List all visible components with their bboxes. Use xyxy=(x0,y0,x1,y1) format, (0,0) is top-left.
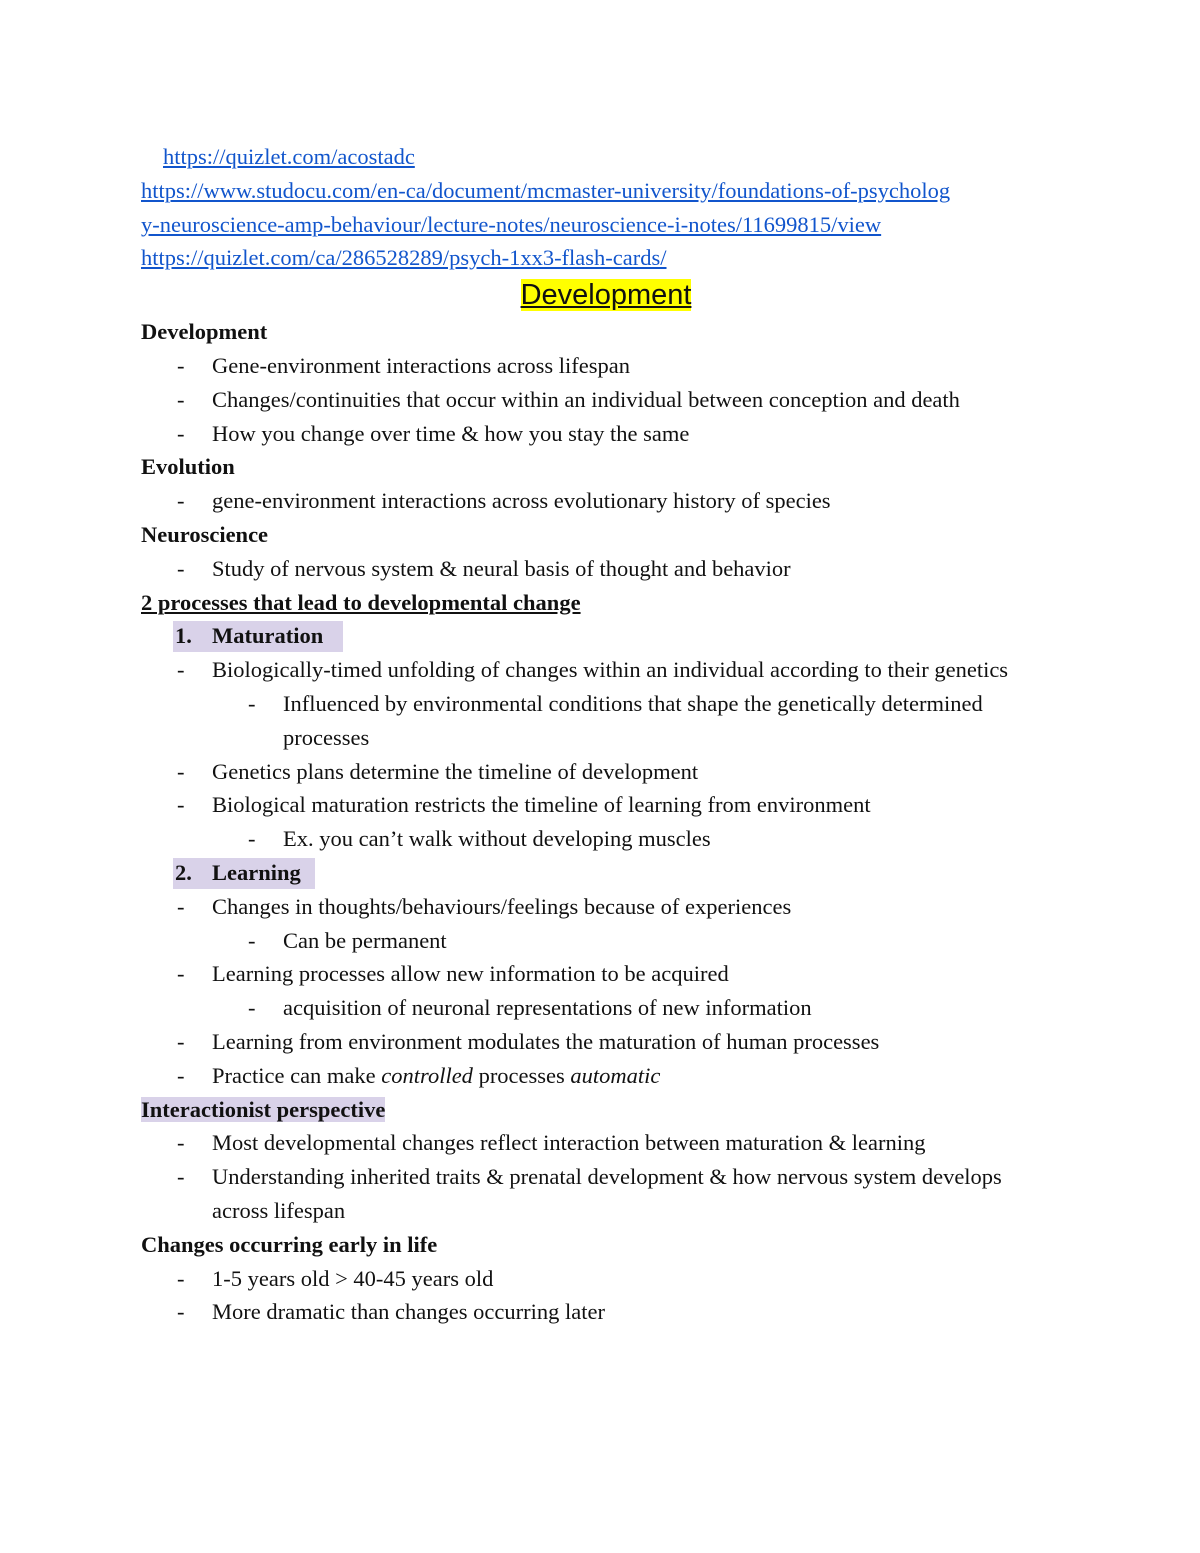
section-heading-processes: 2 processes that lead to developmental change xyxy=(141,589,581,615)
list-item: - Learning processes allow new information to be acquired xyxy=(141,957,1071,991)
section-heading-evolution: Evolution xyxy=(141,454,235,480)
list-item: - Understanding inherited traits & prenatal development & how nervous system develops across lifespan xyxy=(141,1160,1042,1228)
link-quizlet-flash-cards[interactable]: https://quizlet.com/ca/286528289/psych-1xx3-flash-cards/ xyxy=(141,245,667,271)
list-item: - Biological maturation restricts the timeline of learning from environment xyxy=(141,788,1071,822)
list-item: - Genetics plans determine the timeline of development xyxy=(141,755,1071,789)
list-item: - Biologically-timed unfolding of changes within an individual according to their genetics xyxy=(141,653,1042,687)
list-item: - 1-5 years old > 40-45 years old xyxy=(141,1262,1071,1296)
section-heading-early-changes: Changes occurring early in life xyxy=(141,1231,438,1257)
list-item: - Gene-environment interactions across lifespan xyxy=(141,349,1071,383)
title-row xyxy=(141,275,1071,315)
list-item: - Changes in thoughts/behaviours/feelings because of experiences xyxy=(141,890,1071,924)
link-studocu-line-1[interactable]: https://www.studocu.com/en-ca/document/mcmaster-university/foundations-of-psycholog xyxy=(141,177,951,203)
sub-list-item: - Can be permanent xyxy=(141,924,1071,958)
section-heading-interactionist: Interactionist perspective xyxy=(141,1096,386,1122)
list-item: - How you change over time & how you stay the same xyxy=(141,417,1071,451)
list-item: - gene-environment interactions across evolutionary history of species xyxy=(141,484,1071,518)
list-item: - More dramatic than changes occurring later xyxy=(141,1295,1071,1329)
sub-list-item: - Influenced by environmental conditions that shape the genetically determined processes xyxy=(141,687,983,755)
page-title: Development xyxy=(520,279,692,312)
numbered-heading-learning: 2. Learning xyxy=(141,856,1071,890)
list-item: - Most developmental changes reflect interaction between maturation & learning xyxy=(141,1126,1071,1160)
list-item: - Study of nervous system & neural basis of thought and behavior xyxy=(141,552,1071,586)
list-item: - Learning from environment modulates the maturation of human processes xyxy=(141,1025,1071,1059)
sub-list-item: - Ex. you can’t walk without developing muscles xyxy=(141,822,1071,856)
link-studocu-line-2[interactable]: y-neuroscience-amp-behaviour/lecture-notes/neuroscience-i-notes/11699815/view xyxy=(141,211,882,237)
list-item-practice: - Practice can make controlled processes automatic xyxy=(141,1059,1071,1093)
section-heading-development: Development xyxy=(141,319,268,345)
numbered-heading-maturation: 1. Maturation xyxy=(141,619,1071,653)
section-heading-interactionist-row xyxy=(141,1093,1071,1127)
list-item: - Changes/continuities that occur within an individual between conception and death xyxy=(141,383,1071,417)
link-quizlet-acostadc[interactable]: https://quizlet.com/acostadc xyxy=(163,144,415,169)
sub-list-item: - acquisition of neuronal representations of new information xyxy=(141,991,1071,1025)
document-page xyxy=(141,140,1071,1329)
section-heading-neuroscience: Neuroscience xyxy=(141,521,269,547)
